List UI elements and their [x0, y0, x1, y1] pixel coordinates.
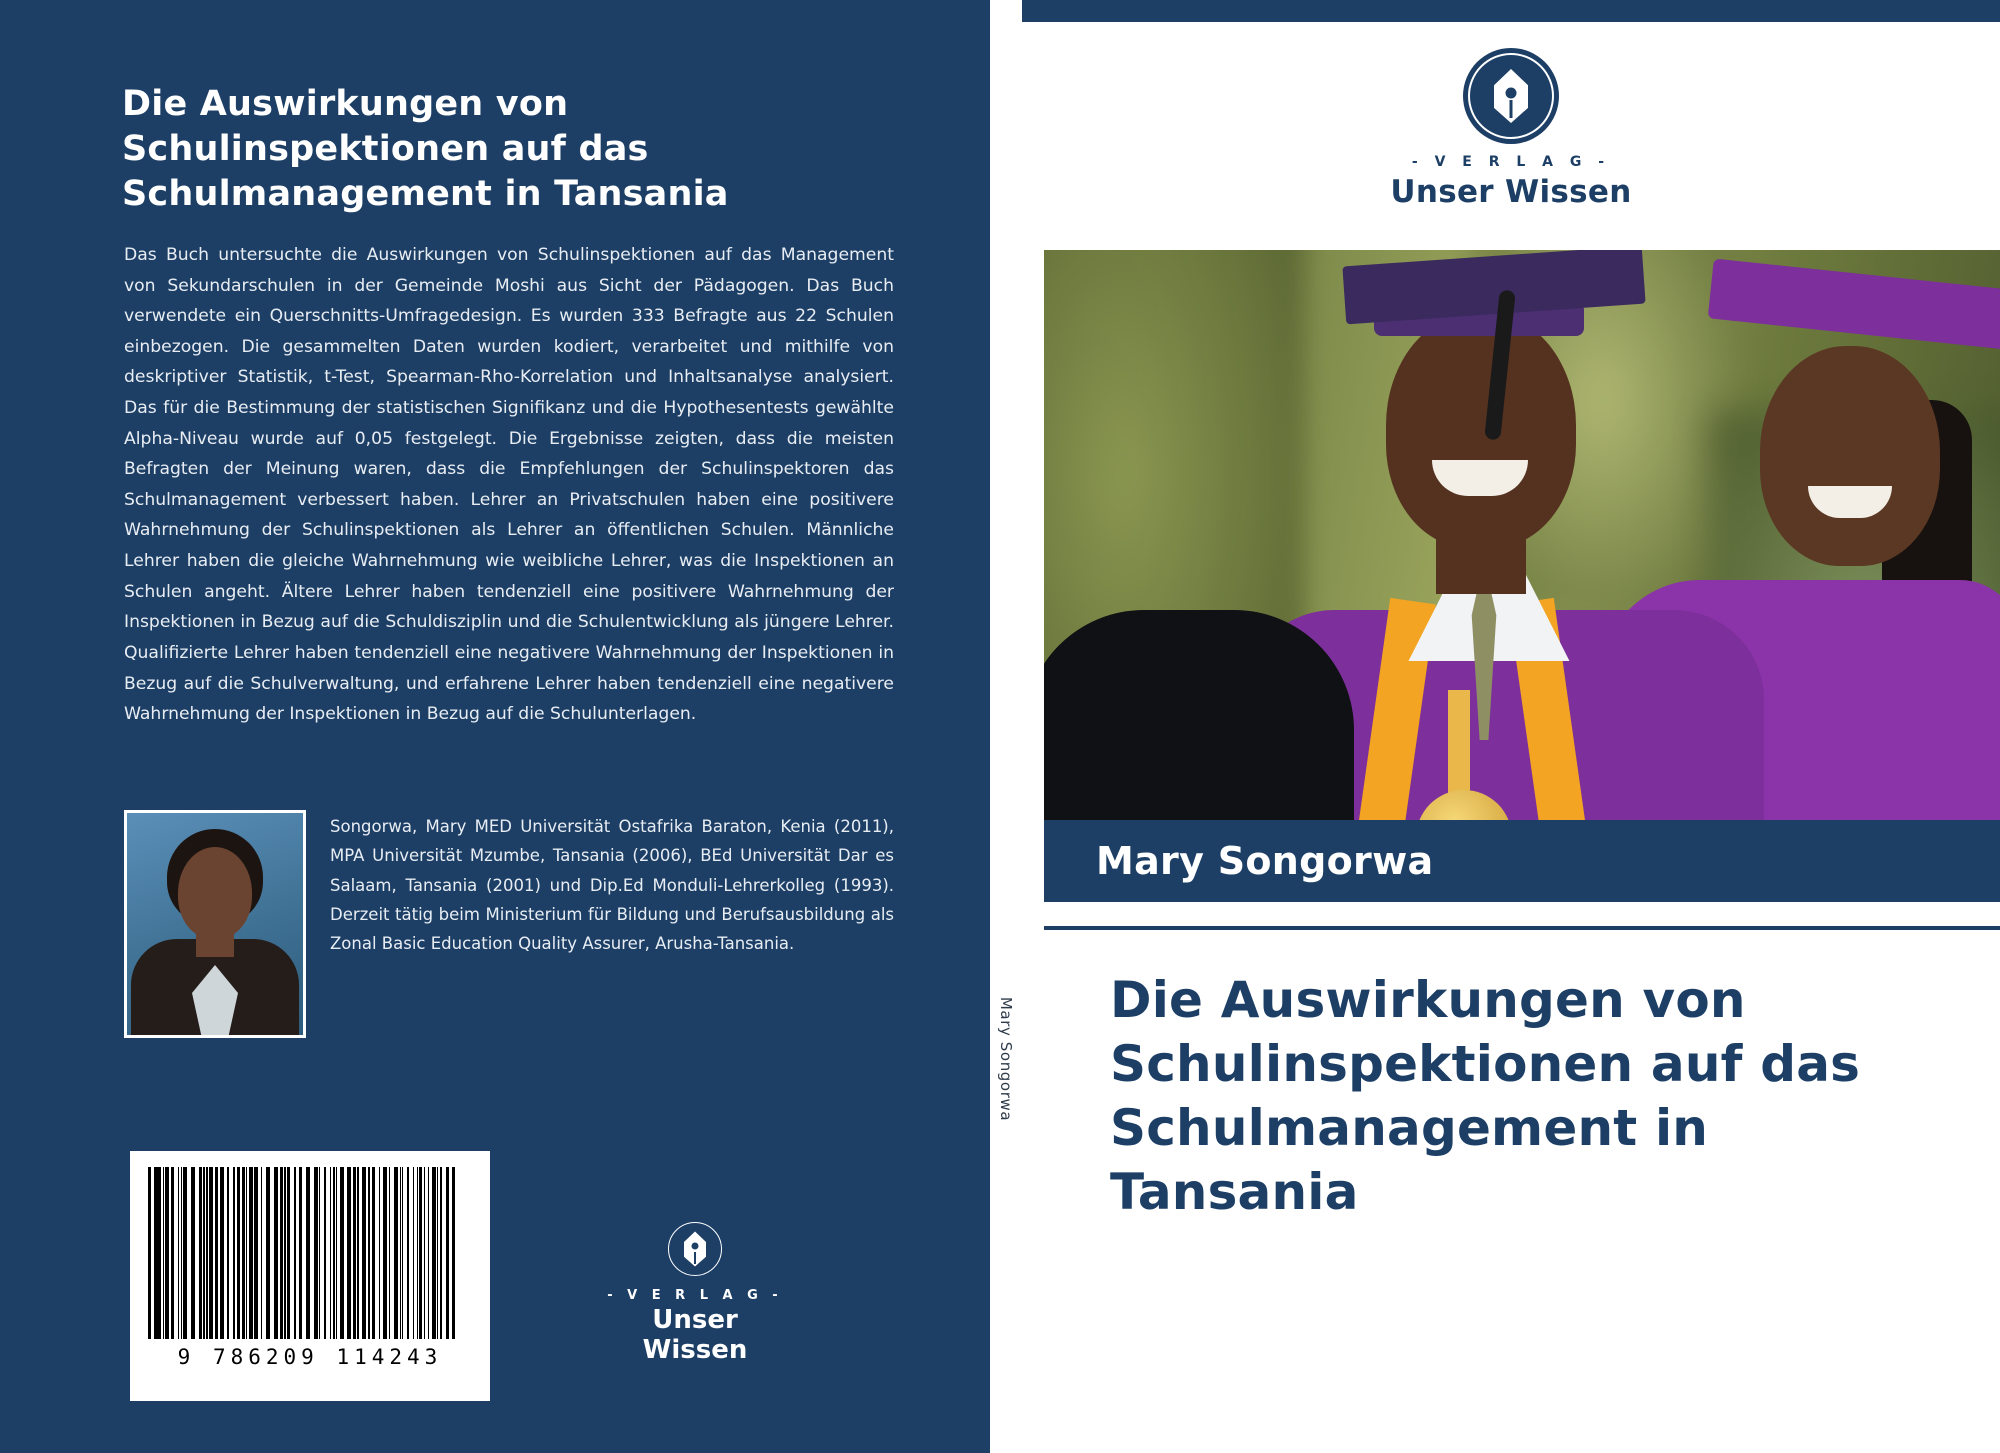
- author-block: [124, 810, 894, 1038]
- front-cover-panel: [1022, 0, 2000, 1453]
- publisher-logo-front: [1022, 48, 2000, 210]
- cover-photograph: [1044, 250, 2000, 820]
- publisher-logo-back: [600, 1218, 790, 1365]
- front-cover-title: Die Auswirkungen von Schulinspektionen auf das Schulmanagement in Tansania: [1110, 971, 1861, 1221]
- front-top-bar: [1022, 0, 2000, 22]
- publisher-verlag-label-front: - V E R L A G -: [1411, 154, 1611, 170]
- front-divider: [1044, 926, 2000, 930]
- pen-nib-icon: [1463, 48, 1559, 144]
- back-cover-panel: [0, 0, 990, 1453]
- back-cover-abstract: Das Buch untersuchte die Auswirkungen von Schulinspektionen auf das Management von Sekundarschulen in der Gemeinde Moshi aus Sicht der Pädagogen. Das Buch verwendete ein Querschnitts-Umfragedesign. Es wurden 333 Befragte aus 22 Schulen einbezogen. Die gesammelten Daten wurden kodiert, verarbeitet und mithilfe von deskriptiver Statistik, t-Test, Spearman-Rho-Korrelation und Inhaltsanalyse analysiert. Das für die Bestimmung der statistischen Signifikanz und die Hypothesentests gewählte Alpha-Niveau wurde auf 0,05 festgelegt. Die Ergebnisse zeigten, dass die meisten Befragten der Meinung waren, dass die Empfehlungen der Schulinspektoren das Schulmanagement verbessert haben. Lehrer an Privatschulen haben eine positivere Wahrnehmung der Schulinspektionen als Lehrer an öffentlichen Schulen. Männliche Lehrer haben die gleiche Wahrnehmung wie weibliche Lehrer, was die Inspektionen an Schulen angeht. Ältere Lehrer haben tendenziell eine positivere Wahrnehmung der Inspektionen in Bezug auf die Schuldisziplin und die Schulentwicklung als jüngere Lehrer. Qualifizierte Lehrer haben tendenziell eine negativere Wahrnehmung der Inspektionen in Bezug auf die Schulverwaltung, und erfahrene Lehrer haben tendenziell eine negativere Wahrnehmung der Inspektionen in Bezug auf die Schulunterlagen.: [124, 245, 894, 725]
- author-photo: [124, 810, 306, 1038]
- front-author-band: [1044, 820, 2000, 902]
- pen-nib-icon: [664, 1218, 726, 1280]
- spine-panel: [990, 0, 1022, 1453]
- publisher-name-front: Unser Wissen: [1390, 174, 1632, 210]
- barcode-digits: 9 786209 114243: [177, 1345, 443, 1369]
- author-bio: Songorwa, Mary MED Universität Ostafrika Baraton, Kenia (2011), MPA Universität Mzumbe, Tansania (2006), BEd Universität Dar es Salaam, Tansania (2001) und Dip.Ed Monduli-Lehrerkolleg (1993). Derzeit tätig beim Ministerium für Bildung und Berufsausbildung als Zonal Basic Education Quality Assurer, Arusha-Tansania.: [330, 817, 894, 954]
- publisher-verlag-label-back: - V E R L A G -: [607, 1288, 783, 1303]
- back-cover-title: Die Auswirkungen von Schulinspektionen auf das Schulmanagement in Tansania: [122, 84, 729, 214]
- front-cover-author: Mary Songorwa: [1096, 839, 1434, 883]
- spine-author: Mary Songorwa: [997, 996, 1015, 1122]
- publisher-name-back: Unser Wissen: [642, 1305, 748, 1365]
- barcode: [130, 1151, 490, 1401]
- barcode-bars: [148, 1167, 472, 1339]
